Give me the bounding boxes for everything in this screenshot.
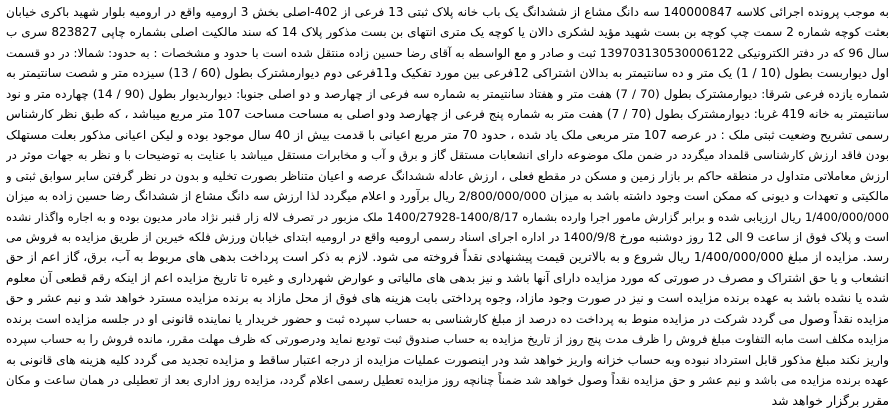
text-line: واریز نکند مبلغ مذکور قابل استرداد نبوده وبه حساب خزانه واریز خواهد شد ودر اینصورت عملیات مزایده از درجه اعتبار ساقط و مزایده تجدید می گردد کلیه هزینه های قانونی به <box>6 352 889 367</box>
text-line: مزایده مکلف است مابه التفاوت مبلغ فروش را ظرف مدت پنج روز از تاریخ مزایده به حساب صندوق ثبت تودیع نماید ودرصورتی که ظرف مهلت مقرر، مانده فروش را به حساب سپرده <box>6 332 889 347</box>
text-line: شماره یازده فرعی شرقا: دیوارمشترک بطول (70 / 7) هفت متر و هفتاد سانتیمتر به شماره سه فرعی از چهارصد و دو اصلی جنوبا: دیواربدیوار بطول (90 / 14) چهارده متر و نود <box>6 86 889 101</box>
text-line: سال 96 که در دفتر الکترونیکی 139703130530006122 ثبت و صادر و مع الواسطه به آقای رضا حسین زاده منتقل شده است با حدود و مشخصات : به حدود: شمالا: در دو قسمت <box>6 45 889 60</box>
text-line: مقرر برگزار خواهد شد <box>771 392 889 408</box>
text-line: شده یا نشده باشد به عهده برنده مزایده است و نیز در صورت وجود مازاد، وجوه پرداختی بابت هزینه های فوق از محل مازاد به برنده مزایده مسترد خواهد شد و نیم عشر و حق <box>6 291 889 306</box>
text-line: به موجب پرونده اجرائی کلاسه 140000847 سه دانگ مشاع از ششدانگ یک باب خانه پلاک ثبتی 13 فرعی از 402-اصلی بخش 3 ارومیه واقع در ارومیه بلوار شهید باکری خیابان <box>6 5 889 19</box>
text-line: ارزش معاملاتی متداول در منطقه حاکم بر بازار زمین و مسکن در مقطع فعلی ، ارزش عادله ششدانگ عرصه و اعیان متناظر بصورت تخلیه و بدون در نظر گرفتن سابر سوابق ثبتی و <box>6 168 889 183</box>
text-line: انشعاب و یا حق اشتراک و مصرف در صورتی که مورد مزایده دارای آنها باشد و نیز بدهی های مالیاتی و عوارض شهرداری و غیره تا تاریخ مزایده اعم از اینکه رقم قطعی آن معلوم <box>6 270 889 285</box>
text-line: بعثت کوچه شماره 2 سمت چپ کوچه بن بست شهید مؤید لشکری دالان یا کوچه یک متری انتهای بن بست مذکور پلاک 14 که سند مالکیت اصلی بشماره چاپی 823827 سری ب <box>6 25 889 40</box>
text-line: اول دیواربست بطول (10 / 1) یک متر و ده سانتیمتر به بدالان اشتراکی 12فرعی بین مورد تفکیک و11فرعی دوم دیوارمشترک بطول (60 / 13) سیزده متر و شصت سانتیمتر به <box>6 66 889 81</box>
text-line: مزایده نقداً وصول می گردد شرکت در مزایده منوط به پرداخت ده درصد از مبلغ کارشناسی به حساب سپرده ثبت و حضور خریدار یا نماینده قانونی او در جلسه مزایده است برنده <box>6 311 889 326</box>
text-line: سانتیمتر به خانه 419 غربا: دیوارمشترک بطول (70 / 7) هفت متر به شماره پنج فرعی از چهارصد ودو اصلی به مساحت مساحت 107 متر مربع میباشد ، که طبق نظر کارشناس <box>6 107 889 122</box>
text-line: است و پلاک فوق از ساعت 9 الی 12 روز دوشنبه مورخ 1400/9/8 در اداره اجرای اسناد رسمی ارومیه واقع در ارومیه ابتدای خیابان ورزش فلکه خیرین از طریق مزایده به فروش می <box>6 229 889 244</box>
text-line: 1/400/000/000 ریال ارزیابی شده و برابر گزارش مامور اجرا وارده بشماره 1400/8/17-1400/27928 ملک مزبور در تصرف لاله زار قنبر نژاد مادر مدیون بوده و به اجاره واگذار نشده <box>6 209 889 224</box>
text-line: عهده برنده مزایده می باشد و نیم عشر و حق مزایده نقداً وصول خواهد شد ضمناً چنانچه روز مزایده تعطیل رسمی اعلام گردد، مزایده روز اداری بعد از تعطیلی در همان ساعت و مکان <box>6 373 889 388</box>
text-line: رسمی تشریح وضعیت ثبتی ملک : در عرصه 107 متر مربعی ملک یاد شده ، حدود 70 متر مربع اعیانی با قدمت بیش از 40 سال موجود بوده و لیکن اعیانی مذکور بعلت مستهلک <box>6 127 889 142</box>
text-line: رسد. مزایده از مبلغ 1/400/000/000 ریال شروع و به بالاترین قیمت پیشنهادی نقداً فروخته می شود. لازم به ذکر است پرداخت بدهی های مربوط به آب، برق، گاز اعم از حق <box>6 250 889 265</box>
text-line: بودن فاقد ارزش کارشناسی قلمداد میگردد در ضمن ملک موضوعه دارای انشعابات مستقل گاز و برق و آب و مخابرات مستقل میباشد با عنایت به توضیحات با و نظر به جهات موثر در <box>6 148 889 163</box>
text-line: مالکیتی و تعهدات و دیونی که ممکن است وجود داشته باشد به میزان 2/800/000/000 ریال برآورد و اعلام میگردد لذا ارزش سه دانگ مشاع از ششدانگ رضا حسین زاده به میزان <box>6 189 889 204</box>
